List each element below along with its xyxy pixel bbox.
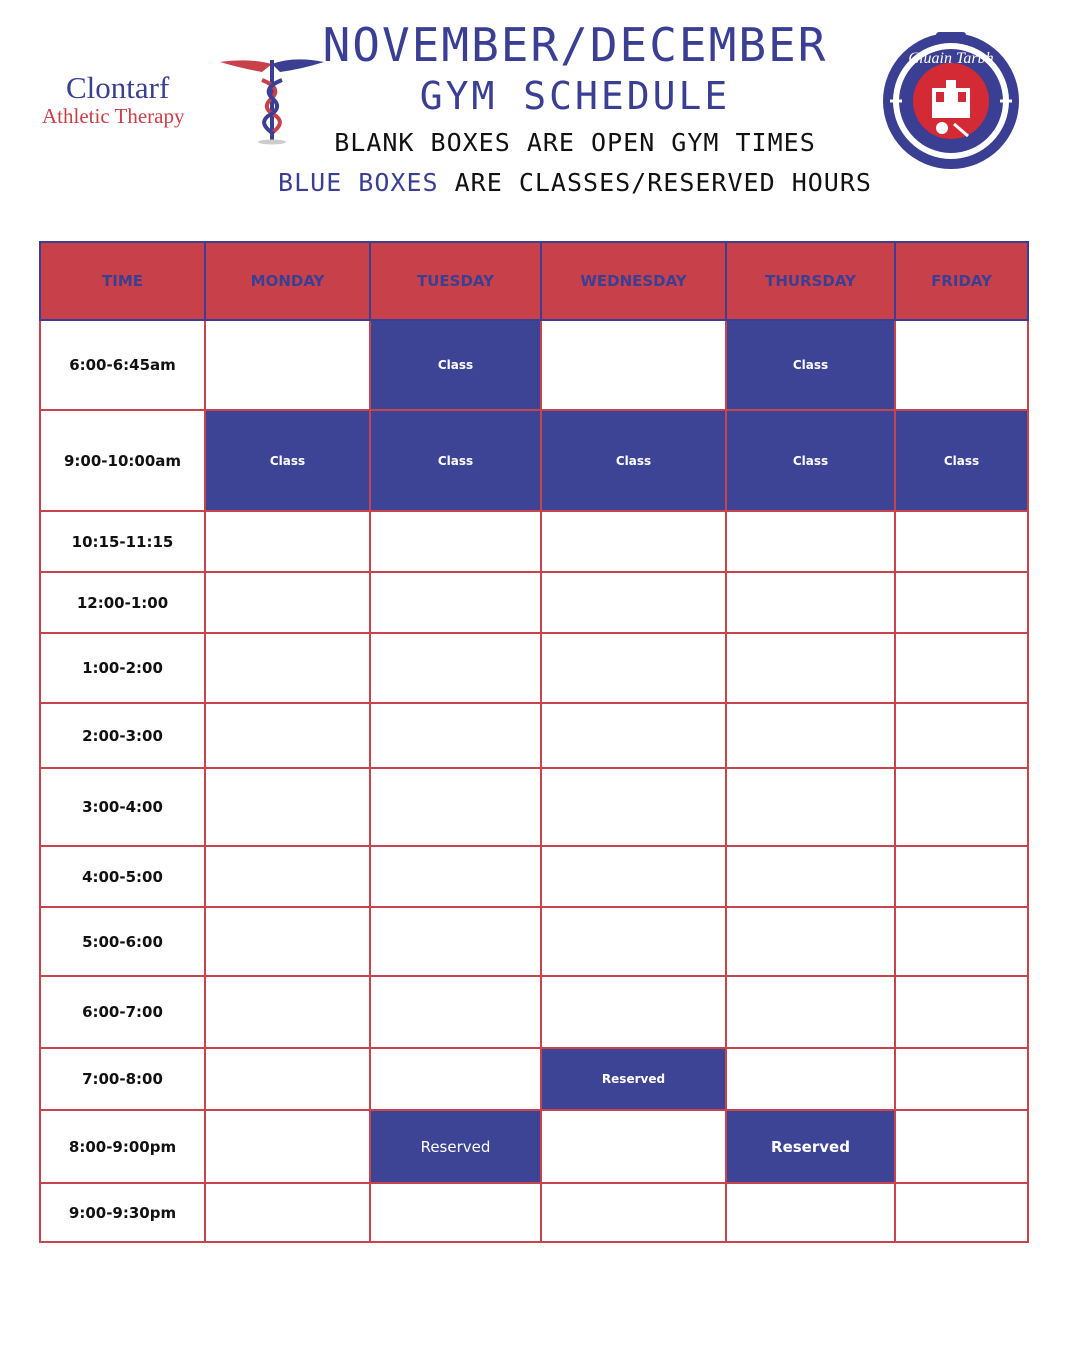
table-row [40,1048,1028,1110]
schedule-cell [541,320,726,410]
time-cell: 12:00-1:00 [40,572,205,633]
page-title: NOVEMBER/DECEMBER [322,18,828,72]
time-cell: 9:00-10:00am [40,410,205,511]
time-cell: 8:00-9:00pm [40,1110,205,1183]
header-wednesday: WEDNESDAY [541,242,726,320]
schedule-cell [370,846,541,907]
table-row [40,768,1028,846]
schedule-cell [541,768,726,846]
schedule-cell [370,572,541,633]
schedule-cell [205,907,370,976]
schedule-cell [205,846,370,907]
schedule-cell [205,511,370,572]
schedule-cell: Class [895,410,1028,511]
schedule-cell [895,976,1028,1048]
schedule-cell [895,703,1028,768]
schedule-cell [726,633,895,703]
schedule-cell [895,572,1028,633]
schedule-cell [205,768,370,846]
schedule-cell [541,846,726,907]
table-row [40,1183,1028,1242]
table-row [40,410,1028,511]
schedule-table [39,241,1029,1243]
schedule-cell [205,1110,370,1183]
table-row [40,1110,1028,1183]
schedule-cell [541,572,726,633]
header-thursday: THURSDAY [726,242,895,320]
schedule-cell [370,976,541,1048]
time-cell: 6:00-7:00 [40,976,205,1048]
logo-name-line1: Clontarf [66,70,170,105]
schedule-cell [370,511,541,572]
schedule-cell [205,320,370,410]
schedule-cell: Class [726,320,895,410]
schedule-cell [370,633,541,703]
schedule-cell [370,768,541,846]
schedule-cell [895,633,1028,703]
schedule-cell [726,572,895,633]
header-monday: MONDAY [205,242,370,320]
schedule-cell [541,703,726,768]
schedule-cell: Class [370,410,541,511]
schedule-cell [205,633,370,703]
schedule-cell [895,1183,1028,1242]
schedule-cell [205,1183,370,1242]
schedule-cell [726,1048,895,1110]
schedule-cell [895,1110,1028,1183]
schedule-cell [541,511,726,572]
logo-name-line2: Athletic Therapy [42,104,185,128]
header-time: TIME [40,242,205,320]
legend-open-gym: BLANK BOXES ARE OPEN GYM TIMES [334,128,816,157]
time-cell: 1:00-2:00 [40,633,205,703]
schedule-cell [541,1110,726,1183]
schedule-cell: Class [726,410,895,511]
table-row [40,846,1028,907]
schedule-cell [541,1183,726,1242]
page-subtitle: GYM SCHEDULE [419,74,731,118]
time-cell: 5:00-6:00 [40,907,205,976]
header-friday: FRIDAY [895,242,1028,320]
schedule-cell [895,907,1028,976]
table-row [40,976,1028,1048]
schedule-cell [895,511,1028,572]
schedule-cell: Class [205,410,370,511]
schedule-cell [895,320,1028,410]
schedule-cell [726,768,895,846]
crest-text: Cluain Tarbh [908,50,994,67]
schedule-cell [726,511,895,572]
table-row [40,511,1028,572]
schedule-cell [370,1183,541,1242]
schedule-cell [205,703,370,768]
schedule-cell [205,572,370,633]
schedule-cell [895,1048,1028,1110]
table-row [40,572,1028,633]
schedule-cell: Reserved [726,1110,895,1183]
legend-blue-text: BLUE BOXES [278,168,439,197]
table-row [40,320,1028,410]
schedule-cell: Class [370,320,541,410]
schedule-cell: Class [541,410,726,511]
schedule-cell [370,1048,541,1110]
schedule-cell [205,976,370,1048]
schedule-cell [726,846,895,907]
time-cell: 10:15-11:15 [40,511,205,572]
schedule-cell: Reserved [541,1048,726,1110]
time-cell: 3:00-4:00 [40,768,205,846]
schedule-cell [726,1183,895,1242]
table-row [40,907,1028,976]
schedule-cell [541,633,726,703]
schedule-cell [895,846,1028,907]
schedule-cell [726,907,895,976]
time-cell: 6:00-6:45am [40,320,205,410]
time-cell: 2:00-3:00 [40,703,205,768]
club-crest [880,30,1022,172]
header-tuesday: TUESDAY [370,242,541,320]
schedule-cell [370,907,541,976]
schedule-cell: Reserved [370,1110,541,1183]
schedule-cell [541,907,726,976]
table-row [40,633,1028,703]
time-cell: 9:00-9:30pm [40,1183,205,1242]
schedule-cell [370,703,541,768]
legend-reserved [0,168,1080,197]
schedule-cell [726,703,895,768]
schedule-cell [541,976,726,1048]
time-cell: 7:00-8:00 [40,1048,205,1110]
time-cell: 4:00-5:00 [40,846,205,907]
table-row [40,703,1028,768]
schedule-cell [726,976,895,1048]
header-row [40,242,1028,320]
schedule-cell [895,768,1028,846]
legend-rest-text: ARE CLASSES/RESERVED HOURS [438,168,872,197]
schedule-cell [205,1048,370,1110]
